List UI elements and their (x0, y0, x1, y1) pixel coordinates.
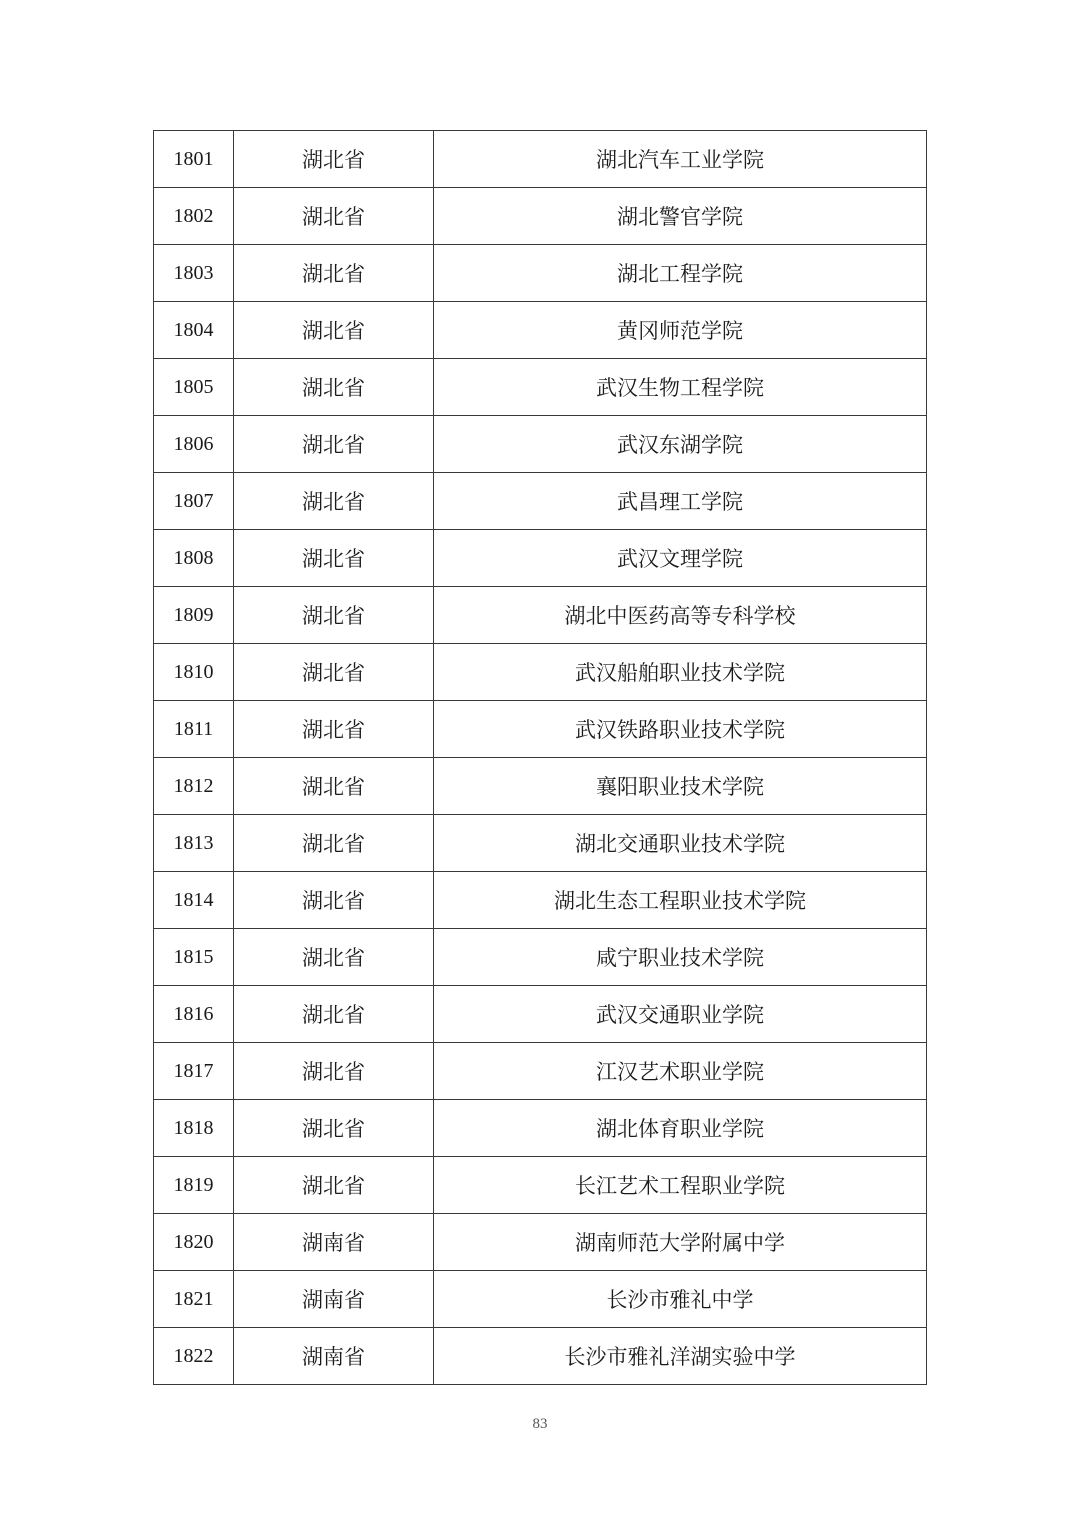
table-row (154, 1214, 927, 1271)
table-row (154, 701, 927, 758)
school-name-cell: 湖北警官学院 (434, 188, 927, 245)
table-row (154, 530, 927, 587)
row-number-cell: 1807 (154, 473, 234, 530)
page-number: 83 (532, 1416, 548, 1432)
school-name-cell: 武汉生物工程学院 (434, 359, 927, 416)
province-cell: 湖北省 (234, 131, 434, 188)
province-cell: 湖南省 (234, 1328, 434, 1385)
school-name-cell: 长江艺术工程职业学院 (434, 1157, 927, 1214)
row-number-cell: 1814 (154, 872, 234, 929)
province-cell: 湖北省 (234, 872, 434, 929)
province-cell: 湖北省 (234, 644, 434, 701)
row-number-cell: 1815 (154, 929, 234, 986)
row-number-cell: 1801 (154, 131, 234, 188)
table-body (154, 131, 927, 1385)
school-name-cell: 湖北汽车工业学院 (434, 131, 927, 188)
row-number-cell: 1805 (154, 359, 234, 416)
school-list-table (153, 130, 927, 1385)
row-number-cell: 1802 (154, 188, 234, 245)
province-cell: 湖北省 (234, 1043, 434, 1100)
province-cell: 湖北省 (234, 245, 434, 302)
province-cell: 湖南省 (234, 1271, 434, 1328)
table-row (154, 1100, 927, 1157)
province-cell: 湖北省 (234, 758, 434, 815)
row-number-cell: 1822 (154, 1328, 234, 1385)
province-cell: 湖北省 (234, 359, 434, 416)
school-name-cell: 武汉东湖学院 (434, 416, 927, 473)
province-cell: 湖北省 (234, 1157, 434, 1214)
table-row (154, 929, 927, 986)
table-row (154, 473, 927, 530)
table-row (154, 1328, 927, 1385)
table-row (154, 986, 927, 1043)
table-row (154, 872, 927, 929)
province-cell: 湖北省 (234, 587, 434, 644)
table-row (154, 644, 927, 701)
row-number-cell: 1813 (154, 815, 234, 872)
table-row (154, 416, 927, 473)
school-name-cell: 襄阳职业技术学院 (434, 758, 927, 815)
province-cell: 湖北省 (234, 416, 434, 473)
row-number-cell: 1803 (154, 245, 234, 302)
table-row (154, 1157, 927, 1214)
table-row (154, 587, 927, 644)
table-row (154, 359, 927, 416)
row-number-cell: 1812 (154, 758, 234, 815)
school-name-cell: 湖北中医药高等专科学校 (434, 587, 927, 644)
row-number-cell: 1821 (154, 1271, 234, 1328)
row-number-cell: 1818 (154, 1100, 234, 1157)
school-name-cell: 湖北体育职业学院 (434, 1100, 927, 1157)
province-cell: 湖北省 (234, 986, 434, 1043)
province-cell: 湖北省 (234, 929, 434, 986)
school-name-cell: 武汉船舶职业技术学院 (434, 644, 927, 701)
row-number-cell: 1810 (154, 644, 234, 701)
table-row (154, 245, 927, 302)
table-row (154, 302, 927, 359)
table-row (154, 1043, 927, 1100)
province-cell: 湖北省 (234, 530, 434, 587)
table-row (154, 815, 927, 872)
province-cell: 湖北省 (234, 701, 434, 758)
school-name-cell: 湖北生态工程职业技术学院 (434, 872, 927, 929)
row-number-cell: 1804 (154, 302, 234, 359)
school-name-cell: 湖南师范大学附属中学 (434, 1214, 927, 1271)
school-name-cell: 武汉铁路职业技术学院 (434, 701, 927, 758)
school-name-cell: 长沙市雅礼洋湖实验中学 (434, 1328, 927, 1385)
school-name-cell: 湖北工程学院 (434, 245, 927, 302)
school-name-cell: 湖北交通职业技术学院 (434, 815, 927, 872)
school-name-cell: 武汉交通职业学院 (434, 986, 927, 1043)
table-row (154, 188, 927, 245)
province-cell: 湖北省 (234, 302, 434, 359)
school-name-cell: 武汉文理学院 (434, 530, 927, 587)
province-cell: 湖南省 (234, 1214, 434, 1271)
row-number-cell: 1806 (154, 416, 234, 473)
province-cell: 湖北省 (234, 188, 434, 245)
row-number-cell: 1820 (154, 1214, 234, 1271)
table-row (154, 1271, 927, 1328)
row-number-cell: 1817 (154, 1043, 234, 1100)
school-name-cell: 黄冈师范学院 (434, 302, 927, 359)
school-name-cell: 长沙市雅礼中学 (434, 1271, 927, 1328)
province-cell: 湖北省 (234, 1100, 434, 1157)
province-cell: 湖北省 (234, 815, 434, 872)
table-row (154, 758, 927, 815)
row-number-cell: 1819 (154, 1157, 234, 1214)
school-name-cell: 咸宁职业技术学院 (434, 929, 927, 986)
row-number-cell: 1809 (154, 587, 234, 644)
table-row (154, 131, 927, 188)
row-number-cell: 1811 (154, 701, 234, 758)
province-cell: 湖北省 (234, 473, 434, 530)
school-name-cell: 武昌理工学院 (434, 473, 927, 530)
school-name-cell: 江汉艺术职业学院 (434, 1043, 927, 1100)
row-number-cell: 1816 (154, 986, 234, 1043)
row-number-cell: 1808 (154, 530, 234, 587)
